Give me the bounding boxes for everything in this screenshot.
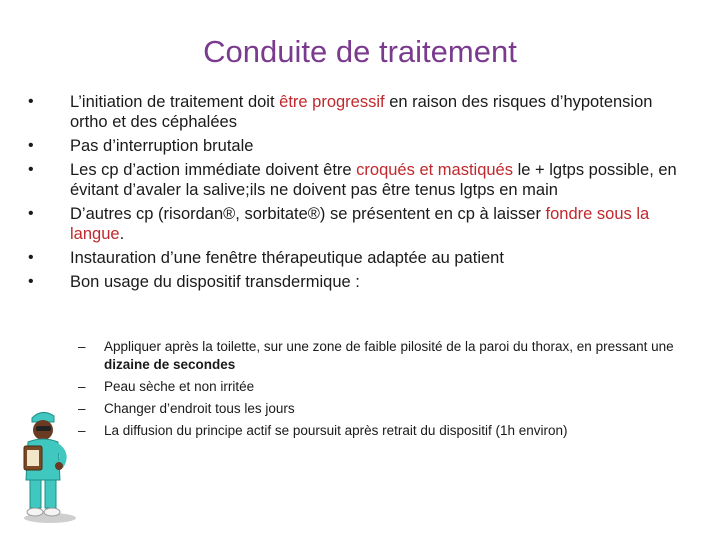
sub-bullet-bold: dizaine de secondes [104, 357, 236, 372]
bullet-highlight: croqués et mastiqués [356, 161, 513, 179]
bullet-text: Les cp d’action immédiate doivent être [70, 161, 357, 179]
sub-bullet-list [78, 338, 678, 444]
bullet-item [48, 136, 680, 156]
bullet-text: Pas d’interruption brutale [70, 137, 254, 155]
bullet-text: D’autres cp (risordan®, sorbitate®) se présentent en cp à laisser [70, 205, 546, 223]
bullet-text: Bon usage du dispositif transdermique : [70, 273, 360, 291]
sub-bullet-text: Changer d’endroit tous les jours [104, 401, 295, 416]
bullet-highlight: être progressif [279, 93, 385, 111]
bullet-item [48, 248, 680, 268]
bullet-text: . [119, 225, 125, 243]
bullet-text: Instauration d’une fenêtre thérapeutique adaptée au patient [70, 249, 504, 267]
main-bullet-list [48, 92, 680, 296]
doctor-clipart-icon [8, 408, 80, 524]
bullet-item [48, 272, 680, 292]
bullet-item [48, 92, 680, 132]
sub-bullet-item [78, 378, 678, 396]
sub-bullet-text: Appliquer après la toilette, sur une zone de faible pilosité de la paroi du thorax, en pressant une [104, 339, 674, 354]
bullet-item [48, 160, 680, 200]
sub-bullet-item [78, 400, 678, 418]
bullet-highlight: fondre sous la langue [70, 205, 650, 243]
slide-title: Conduite de traitement [203, 34, 517, 69]
bullet-item [48, 204, 680, 244]
bullet-text: le + lgtps possible, en évitant d’avaler la salive;ils ne doivent pas être tenus lgtps en main [70, 161, 677, 199]
bullet-text: L’initiation de traitement doit [70, 93, 280, 111]
sub-bullet-text: La diffusion du principe actif se poursuit après retrait du dispositif (1h environ) [104, 423, 568, 438]
sub-bullet-item [78, 422, 678, 440]
bullet-text: en raison des risques d’hypotension ortho et des céphalées [70, 93, 653, 131]
sub-bullet-item [78, 338, 678, 374]
sub-bullet-text: Peau sèche et non irritée [104, 379, 255, 394]
